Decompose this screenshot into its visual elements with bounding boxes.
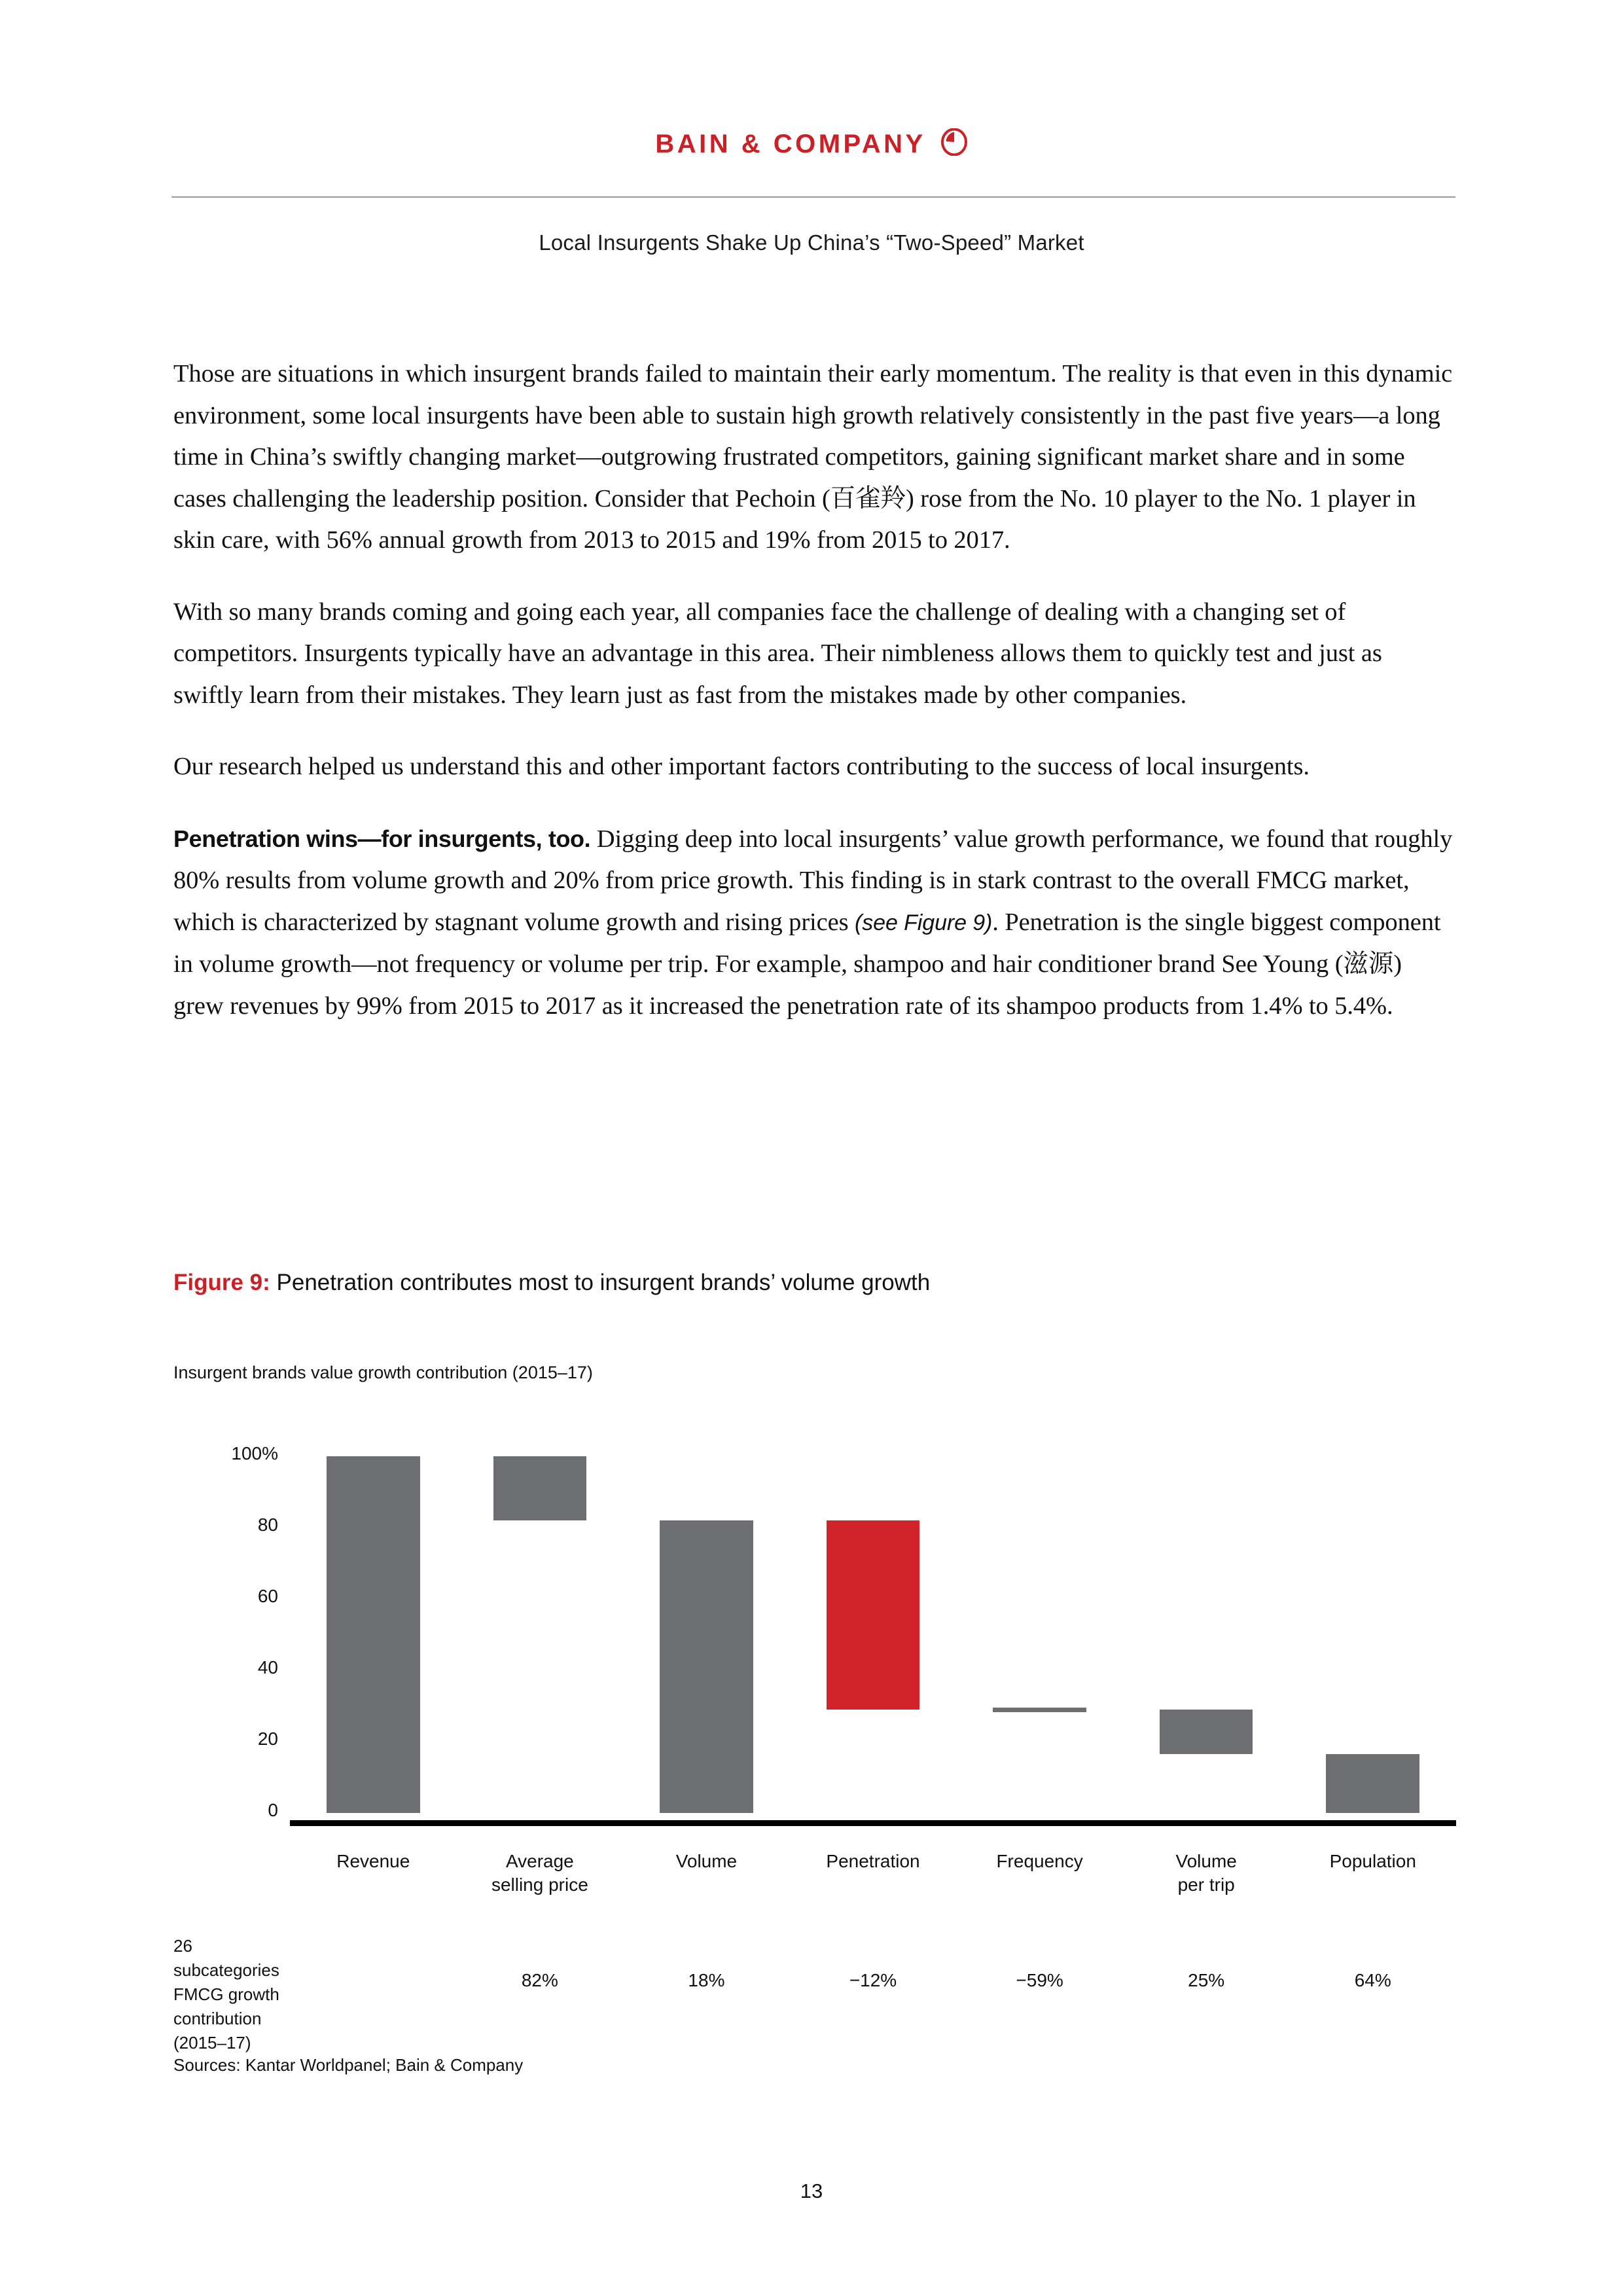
page-number: 13 [800, 2179, 823, 2202]
footnote-label-line: (2015–17) [173, 2033, 251, 2053]
footnote-label-line: contribution [173, 2009, 262, 2028]
paragraph-4-lead-in: Penetration wins—for insurgents, too. [173, 825, 591, 852]
footnote-label-line: FMCG growth [173, 1984, 279, 2004]
brand-header [0, 128, 1623, 159]
figure-cross-reference: (see Figure 9) [855, 910, 993, 935]
paragraph-1: Those are situations in which insurgent brands failed to maintain their early momentum. The reality is that even in this dynamic environment, some local insurgents have been able to sustain high growth relatively consistently in the past five years—a long time in China’s swiftly changing market—outgrowing frustrated competitors, gaining significant market share and in some cases challenging the leadership position. Consider that Pechoin (百雀羚) rose from the No. 10 player to the No. 1 player in skin care, with 56% annual growth from 2013 to 2015 and 19% from 2015 to 2017. [173, 360, 1453, 554]
y-axis-labels [173, 1420, 278, 1826]
x-axis-label-volume [623, 1850, 790, 1922]
y-axis-tick-60: 60 [257, 1586, 278, 1606]
x-axis-label-line: Average [505, 1851, 574, 1871]
x-axis-labels [290, 1850, 1456, 1922]
footnote-value-frequency: −59% [1016, 1970, 1063, 1990]
footnote-value-empty [290, 1970, 457, 1991]
y-axis-tick-20: 20 [257, 1729, 278, 1749]
footnote-label [173, 1934, 291, 2055]
x-axis-label-revenue [290, 1850, 457, 1922]
paragraph-3: Our research helped us understand this and other important factors contributing to the success of local insurgents. [173, 753, 1310, 780]
paragraph-4-text-b: . Penetration is the single biggest component in volume growth—not frequency or volume per trip. For example, shampoo and hair conditioner brand See Young (滋源) grew revenues by 99% from 2015 to 2017 as it increased the penetration rate of its shampoo products from 1.4% to 5.4%. [173, 908, 1441, 1020]
x-axis-label-line: Frequency [996, 1851, 1083, 1871]
x-axis-label-line: Population [1329, 1851, 1416, 1871]
y-axis-tick-0: 0 [268, 1800, 278, 1820]
x-axis-label-line: per trip [1177, 1874, 1235, 1895]
x-axis-label-line: selling price [491, 1874, 588, 1895]
x-axis-label-average-selling-price [457, 1850, 624, 1922]
header-divider [171, 196, 1455, 198]
bar-average-selling-price [493, 1456, 587, 1520]
footnote-value-volume: 18% [688, 1970, 725, 1990]
footnote-label-line: 26 subcategories [173, 1936, 279, 1980]
x-axis-label-line: Volume [675, 1851, 738, 1871]
x-axis-label-frequency [956, 1850, 1123, 1922]
figure-caption [173, 1270, 930, 1296]
footnote-value-penetration: −12% [849, 1970, 897, 1990]
bar-revenue [327, 1456, 420, 1813]
paragraph-4 [173, 818, 1453, 1028]
bar-frequency [993, 1708, 1086, 1712]
paragraph-2: With so many brands coming and going each year, all companies face the challenge of dealing with a changing set of competitors. Insurgents typically have an advantage in this area. Their nimbleness allows them to quickly test and just as swiftly learn from their mistakes. They learn just as fast from the mistakes made by other companies. [173, 598, 1382, 709]
footnote-value-population: 64% [1354, 1970, 1391, 1990]
x-axis-label-volume-per-trip [1123, 1850, 1290, 1922]
bar-population [1326, 1754, 1419, 1813]
x-axis-label-penetration [790, 1850, 957, 1922]
x-axis-line [290, 1820, 1456, 1826]
y-axis-tick-100: 100% [231, 1443, 278, 1463]
chart-subtitle: Insurgent brands value growth contribution (2015–17) [173, 1363, 593, 1382]
bar-volume-per-trip [1160, 1710, 1253, 1754]
x-axis-label-line: Revenue [336, 1851, 410, 1871]
footnote-value-average-selling-price: 82% [521, 1970, 558, 1990]
bain-wordmark: BAIN & COMPANY [655, 129, 926, 158]
chart-sources: Sources: Kantar Worldpanel; Bain & Company [173, 2055, 524, 2075]
bar-volume [660, 1520, 753, 1813]
footnote-value-volume-per-trip: 25% [1188, 1970, 1225, 1990]
y-axis-tick-80: 80 [257, 1515, 278, 1535]
footnote-values-row [290, 1970, 1456, 1991]
running-head: Local Insurgents Shake Up China’s “Two-Speed” Market [539, 230, 1084, 255]
article-body [173, 353, 1453, 1057]
bar-penetration [827, 1520, 920, 1710]
waterfall-chart [173, 1420, 1456, 1826]
bain-circle-wedge-logo-icon [940, 128, 968, 159]
x-axis-label-population [1289, 1850, 1456, 1922]
y-axis-tick-40: 40 [257, 1657, 278, 1677]
figure-caption-text: Penetration contributes most to insurgent brands’ volume growth [270, 1270, 931, 1295]
paragraph-4-text-a: Digging deep into local insurgents’ value growth performance, we found that roughly 80% results from volume growth and 20% from price growth. This finding is in stark contrast to the overall FMCG market, which is characterized by stagnant volume growth and rising prices [173, 825, 1453, 936]
figure-number: Figure 9: [173, 1270, 270, 1295]
chart-plot-area [290, 1420, 1456, 1826]
x-axis-label-line: Volume [1175, 1851, 1237, 1871]
x-axis-label-line: Penetration [826, 1851, 920, 1871]
